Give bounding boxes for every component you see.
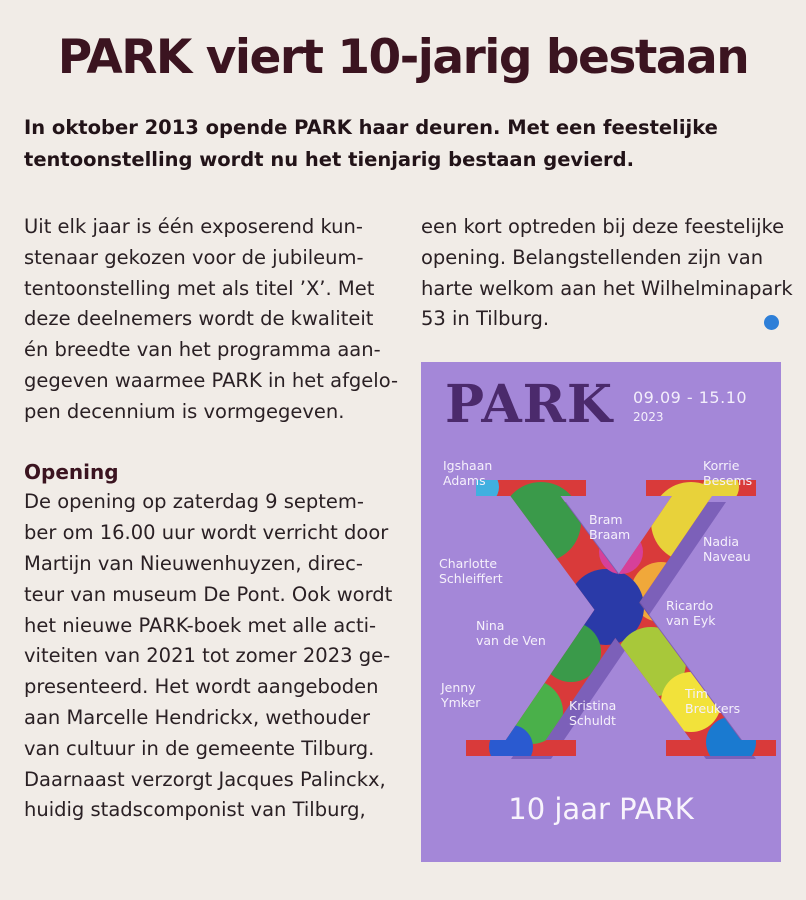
lead-line: In oktober 2013 opende PARK haar deuren. Met een feestelijke xyxy=(24,116,718,139)
artist-last-name: Naveau xyxy=(703,549,751,564)
artist-first-name: Igshaan xyxy=(443,458,493,473)
artist-first-name: Ricardo xyxy=(666,598,714,613)
text-line: tentoonstelling met als titel ’X’. Met xyxy=(24,276,375,300)
text-line: viteiten van 2021 tot zomer 2023 ge- xyxy=(24,644,391,668)
poster-artist xyxy=(443,458,492,488)
text-line: én breedte van het programma aan- xyxy=(24,338,381,362)
artist-last-name: Schuldt xyxy=(569,713,616,728)
poster-artist xyxy=(685,686,740,716)
poster-artist xyxy=(589,512,630,542)
article-lead xyxy=(24,112,784,176)
artist-first-name: Nadia xyxy=(703,534,740,549)
text-line: huidig stadscomponist van Tilburg, xyxy=(24,798,366,822)
poster-year: 2023 xyxy=(633,410,664,424)
poster-dates: 09.09 - 15.10 xyxy=(633,388,748,407)
artist-first-name: Charlotte xyxy=(439,556,498,571)
poster-artist xyxy=(703,534,751,564)
poster-footer: 10 jaar PARK xyxy=(508,792,694,826)
text-line: De opening op zaterdag 9 septem- xyxy=(24,490,364,514)
text-line: deze deelnemers wordt de kwaliteit xyxy=(24,307,374,331)
artist-last-name: Schleiffert xyxy=(439,571,503,586)
artist-last-name: van Eyk xyxy=(666,613,716,628)
artist-last-name: Ymker xyxy=(441,695,481,710)
text-line: 53 in Tilburg. xyxy=(421,307,550,331)
poster-artist xyxy=(703,458,752,488)
artist-first-name: Bram xyxy=(589,512,623,527)
text-line: presenteerd. Het wordt aangeboden xyxy=(24,675,379,699)
artist-last-name: van de Ven xyxy=(476,633,546,648)
artist-first-name: Nina xyxy=(476,618,505,633)
poster-x-graphic xyxy=(421,362,781,862)
text-line: teur van museum De Pont. Ook wordt xyxy=(24,582,393,606)
left-column xyxy=(24,212,404,826)
artist-last-name: Adams xyxy=(443,473,486,488)
text-line: het nieuwe PARK-boek met alle acti- xyxy=(24,613,377,637)
artist-last-name: Besems xyxy=(703,473,753,488)
artist-last-name: Breukers xyxy=(685,701,741,716)
text-line: aan Marcelle Hendrickx, wethouder xyxy=(24,705,370,729)
artist-first-name: Korrie xyxy=(703,458,740,473)
text-line: Daarnaast verzorgt Jacques Palinckx, xyxy=(24,767,386,791)
exhibition-poster xyxy=(421,362,781,862)
text-line: Martijn van Nieuwenhuyzen, direc- xyxy=(24,551,363,575)
opening-subheading: Opening xyxy=(24,459,119,484)
artist-last-name: Braam xyxy=(589,527,631,542)
artist-first-name: Tim xyxy=(685,686,708,701)
text-line: pen decennium is vormgegeven. xyxy=(24,399,345,423)
poster-artist xyxy=(441,680,480,710)
intro-paragraph xyxy=(24,212,404,428)
artist-first-name: Jenny xyxy=(441,680,476,695)
poster-title: PARK xyxy=(445,374,614,435)
end-of-article-dot-icon xyxy=(764,315,779,330)
text-line: opening. Belangstellenden zijn van xyxy=(421,245,764,269)
text-line: gegeven waarmee PARK in het afgelo- xyxy=(24,368,399,392)
text-line: van cultuur in de gemeente Tilburg. xyxy=(24,736,375,760)
poster-artist xyxy=(439,556,503,586)
lead-line: tentoonstelling wordt nu het tienjarig bestaan gevierd. xyxy=(24,148,635,171)
poster-artist xyxy=(666,598,716,628)
text-line: stenaar gekozen voor de jubileum- xyxy=(24,245,364,269)
text-line: een kort optreden bij deze feestelijke xyxy=(421,215,785,238)
poster-artist xyxy=(476,618,546,648)
text-line: ber om 16.00 uur wordt verricht door xyxy=(24,521,389,545)
opening-paragraph xyxy=(24,487,404,826)
article-headline: PARK viert 10-jarig bestaan xyxy=(57,30,749,85)
text-line: harte welkom aan het Wilhelminapark xyxy=(421,276,793,300)
right-column xyxy=(421,212,793,335)
artist-first-name: Kristina xyxy=(569,698,617,713)
text-line: Uit elk jaar is één exposerend kun- xyxy=(24,215,363,238)
poster-artist xyxy=(569,698,616,728)
